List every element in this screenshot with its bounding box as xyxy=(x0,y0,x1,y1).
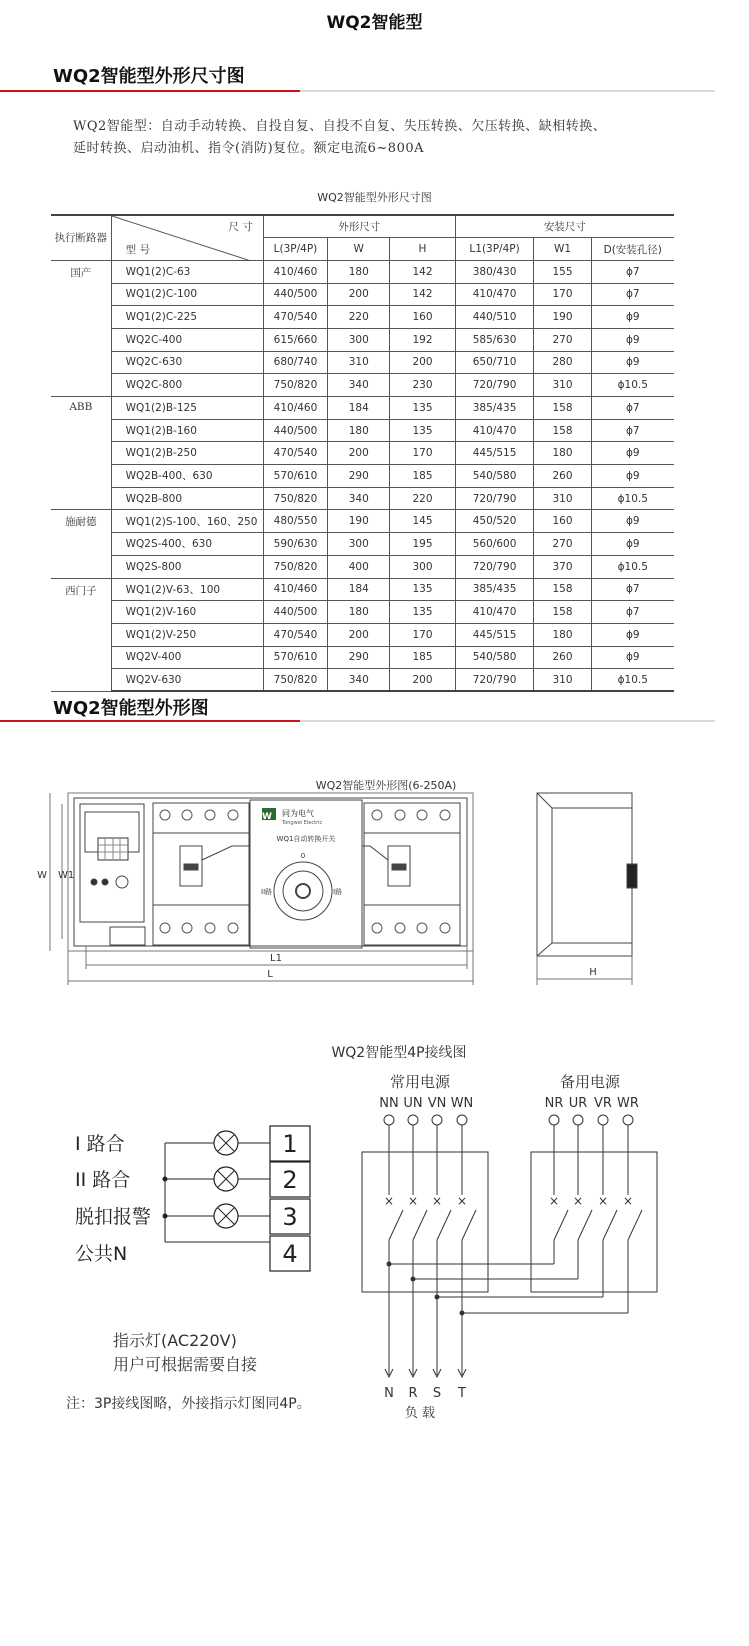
lamp-note-1: 指示灯(AC220V) xyxy=(113,1331,237,1350)
normal-terminal xyxy=(384,1115,394,1125)
side-view-drawing xyxy=(537,793,637,985)
backup-breaker-box xyxy=(531,1152,657,1292)
terminal-number: 3 xyxy=(282,1203,298,1231)
value-cell: 470/540 xyxy=(263,306,327,329)
common-junction xyxy=(163,1177,168,1182)
wiring-title: WQ2智能型4P接线图 xyxy=(331,1045,467,1061)
value-cell: 145 xyxy=(390,510,455,533)
model-cell: WQ2V-630 xyxy=(111,669,263,692)
outline-caption: WQ2智能型外形图(6-250A) xyxy=(315,779,457,792)
model-cell: WQ1(2)C-100 xyxy=(111,283,263,306)
value-cell: 190 xyxy=(328,510,390,533)
value-cell: 380/430 xyxy=(455,260,534,283)
header-size-label: 尺 寸 xyxy=(228,221,253,233)
value-cell: 720/790 xyxy=(455,669,534,692)
value-cell: 370 xyxy=(534,555,591,578)
value-cell: 184 xyxy=(328,397,390,420)
backup-terminal xyxy=(598,1115,608,1125)
value-cell: 750/820 xyxy=(263,669,327,692)
wiring-diagram xyxy=(362,1096,657,1401)
normal-breaker-box xyxy=(362,1152,488,1292)
value-cell: 585/630 xyxy=(455,328,534,351)
value-cell: 410/460 xyxy=(263,578,327,601)
header-model-label: 型 号 xyxy=(125,243,150,256)
normal-terminal-label: WN xyxy=(450,1096,474,1111)
value-cell: 750/820 xyxy=(263,487,327,510)
page-title: WQ2智能型 xyxy=(326,13,423,33)
value-cell: 270 xyxy=(534,328,591,351)
value-cell: 650/710 xyxy=(455,351,534,374)
signal-label: 公共N xyxy=(75,1243,128,1265)
footnote: 注：3P接线图略，外接指示灯图同4P。 xyxy=(66,1396,311,1412)
dim-w-label: W xyxy=(37,870,47,881)
value-cell: 410/470 xyxy=(455,283,534,306)
backup-terminal-label: VR xyxy=(594,1096,612,1111)
model-cell: WQ1(2)V-250 xyxy=(111,623,263,646)
value-cell: 192 xyxy=(390,328,455,351)
controller-module xyxy=(80,804,144,922)
header-d: D(安装孔径) xyxy=(591,238,674,261)
table-caption: WQ2智能型外形尺寸图 xyxy=(317,191,432,204)
lamp-note-2: 用户可根据需要自接 xyxy=(113,1355,258,1374)
value-cell: 142 xyxy=(390,260,455,283)
value-cell: 158 xyxy=(534,397,591,420)
backup-contact-blade xyxy=(603,1210,617,1240)
model-cell: WQ2B-400、630 xyxy=(111,465,263,488)
value-cell: ϕ7 xyxy=(591,578,674,601)
value-cell: 190 xyxy=(534,306,591,329)
normal-contact-blade xyxy=(389,1210,403,1240)
value-cell: 170 xyxy=(534,283,591,306)
brand-logo xyxy=(262,808,276,822)
value-cell: 540/580 xyxy=(455,646,534,669)
model-cell: WQ1(2)V-160 xyxy=(111,601,263,624)
value-cell: 185 xyxy=(390,465,455,488)
dial-zero-label: 0 xyxy=(300,852,306,860)
backup-terminal-label: NR xyxy=(544,1096,564,1111)
backup-contact-x: × xyxy=(548,1194,560,1208)
backup-terminal-label: WR xyxy=(617,1096,639,1111)
value-cell: 615/660 xyxy=(263,328,327,351)
model-cell: WQ2V-400 xyxy=(111,646,263,669)
value-cell: 142 xyxy=(390,283,455,306)
value-cell: 310 xyxy=(534,669,591,692)
value-cell: 385/435 xyxy=(455,578,534,601)
value-cell: 135 xyxy=(390,397,455,420)
backup-contact-blade xyxy=(554,1210,568,1240)
value-cell: 570/610 xyxy=(263,646,327,669)
backup-contact-blade xyxy=(628,1210,642,1240)
value-cell: 180 xyxy=(534,623,591,646)
value-cell: 750/820 xyxy=(263,555,327,578)
value-cell: 155 xyxy=(534,260,591,283)
value-cell: ϕ10.5 xyxy=(591,669,674,692)
terminal-number: 4 xyxy=(282,1240,298,1268)
section-title-dimensions: WQ2智能型外形尺寸图 xyxy=(53,66,245,87)
normal-terminal xyxy=(408,1115,418,1125)
value-cell: 180 xyxy=(328,601,390,624)
header-l1: L1(3P/4P) xyxy=(455,238,534,261)
value-cell: 135 xyxy=(390,601,455,624)
value-cell: 158 xyxy=(534,601,591,624)
backup-contact-x: × xyxy=(622,1194,634,1208)
value-cell: 385/435 xyxy=(455,397,534,420)
model-cell: WQ2C-630 xyxy=(111,351,263,374)
backup-contact-x: × xyxy=(572,1194,584,1208)
brand-name: 同为电气 xyxy=(282,809,314,818)
header-outline-group: 外形尺寸 xyxy=(263,215,455,238)
backup-terminal xyxy=(573,1115,583,1125)
dim-l1-label: L1 xyxy=(270,953,282,964)
normal-contact-blade xyxy=(462,1210,476,1240)
terminal-number: 2 xyxy=(282,1166,298,1194)
value-cell: ϕ9 xyxy=(591,306,674,329)
value-cell: 440/500 xyxy=(263,601,327,624)
dim-l-label: L xyxy=(267,969,273,980)
value-cell: 590/630 xyxy=(263,533,327,556)
normal-terminal-label: UN xyxy=(403,1096,423,1111)
signal-label: 脱扣报警 xyxy=(75,1206,152,1228)
normal-terminal xyxy=(457,1115,467,1125)
dial-i-label: I路 xyxy=(333,888,343,896)
value-cell: 195 xyxy=(390,533,455,556)
model-cell: WQ1(2)B-125 xyxy=(111,397,263,420)
model-cell: WQ1(2)C-63 xyxy=(111,260,263,283)
value-cell: 158 xyxy=(534,419,591,442)
dial-ii-label: II路 xyxy=(261,888,273,896)
value-cell: 160 xyxy=(390,306,455,329)
header-l: L(3P/4P) xyxy=(263,238,327,261)
normal-terminal-label: NN xyxy=(379,1096,399,1111)
value-cell: 410/470 xyxy=(455,419,534,442)
value-cell: 185 xyxy=(390,646,455,669)
value-cell: ϕ9 xyxy=(591,510,674,533)
value-cell: 470/540 xyxy=(263,442,327,465)
intro-line-1: WQ2智能型：自动手动转换、自投自复、自投不自复、失压转换、欠压转换、缺相转换、 xyxy=(73,119,607,134)
backup-terminal xyxy=(623,1115,633,1125)
model-cell: WQ1(2)B-250 xyxy=(111,442,263,465)
normal-contact-x: × xyxy=(431,1194,443,1208)
backup-contact-x: × xyxy=(597,1194,609,1208)
value-cell: ϕ9 xyxy=(591,351,674,374)
brand-cell: ABB xyxy=(69,401,93,413)
value-cell: 300 xyxy=(328,533,390,556)
normal-terminal xyxy=(432,1115,442,1125)
value-cell: 135 xyxy=(390,578,455,601)
value-cell: 184 xyxy=(328,578,390,601)
value-cell: 220 xyxy=(328,306,390,329)
normal-contact-blade xyxy=(437,1210,451,1240)
value-cell: 135 xyxy=(390,419,455,442)
normal-contact-blade xyxy=(413,1210,427,1240)
header-w: W xyxy=(328,238,390,261)
value-cell: 200 xyxy=(328,623,390,646)
value-cell: ϕ10.5 xyxy=(591,487,674,510)
value-cell: 540/580 xyxy=(455,465,534,488)
value-cell: ϕ9 xyxy=(591,646,674,669)
normal-terminal-label: VN xyxy=(427,1096,447,1111)
value-cell: 445/515 xyxy=(455,623,534,646)
signal-lamps xyxy=(75,1126,310,1271)
backup-contact-blade xyxy=(578,1210,592,1240)
value-cell: 400 xyxy=(328,555,390,578)
value-cell: ϕ9 xyxy=(591,328,674,351)
section-title-outline: WQ2智能型外形图 xyxy=(53,698,209,719)
dim-h-label: H xyxy=(589,967,597,978)
value-cell: 290 xyxy=(328,465,390,488)
knob-side xyxy=(627,864,637,888)
panel-label: WQ1自动转换开关 xyxy=(276,835,336,843)
model-cell: WQ2B-800 xyxy=(111,487,263,510)
output-label: T xyxy=(458,1386,466,1401)
value-cell: ϕ9 xyxy=(591,533,674,556)
value-cell: 220 xyxy=(390,487,455,510)
value-cell: 340 xyxy=(328,669,390,692)
svg-text:W: W xyxy=(262,812,272,822)
value-cell: 170 xyxy=(390,442,455,465)
value-cell: 720/790 xyxy=(455,487,534,510)
brand-cell: 西门子 xyxy=(65,584,97,597)
value-cell: 570/610 xyxy=(263,465,327,488)
value-cell: ϕ7 xyxy=(591,260,674,283)
value-cell: 290 xyxy=(328,646,390,669)
terminal-number: 1 xyxy=(282,1130,298,1158)
value-cell: ϕ9 xyxy=(591,465,674,488)
value-cell: ϕ7 xyxy=(591,419,674,442)
value-cell: ϕ7 xyxy=(591,601,674,624)
value-cell: ϕ10.5 xyxy=(591,555,674,578)
value-cell: 445/515 xyxy=(455,442,534,465)
value-cell: 270 xyxy=(534,533,591,556)
terminal-block xyxy=(110,927,145,945)
output-label: S xyxy=(432,1386,442,1401)
model-cell: WQ2C-400 xyxy=(111,328,263,351)
value-cell: 310 xyxy=(328,351,390,374)
value-cell: 180 xyxy=(328,419,390,442)
normal-source-label: 常用电源 xyxy=(389,1073,451,1091)
header-h: H xyxy=(390,238,455,261)
value-cell: 470/540 xyxy=(263,623,327,646)
output-label: R xyxy=(408,1386,418,1401)
value-cell: 410/460 xyxy=(263,397,327,420)
value-cell: ϕ9 xyxy=(591,442,674,465)
backup-terminal-label: UR xyxy=(568,1096,588,1111)
value-cell: 680/740 xyxy=(263,351,327,374)
model-cell: WQ1(2)C-225 xyxy=(111,306,263,329)
value-cell: 440/500 xyxy=(263,419,327,442)
common-junction xyxy=(163,1214,168,1219)
backup-source-label: 备用电源 xyxy=(559,1073,621,1091)
brand-sub: Tongwei Electric xyxy=(282,820,323,826)
header-w1: W1 xyxy=(534,238,591,261)
output-label: N xyxy=(384,1386,394,1401)
value-cell: 440/500 xyxy=(263,283,327,306)
value-cell: 200 xyxy=(390,351,455,374)
model-cell: WQ2C-800 xyxy=(111,374,263,397)
model-cell: WQ1(2)V-63、100 xyxy=(111,578,263,601)
value-cell: 300 xyxy=(390,555,455,578)
value-cell: 200 xyxy=(390,669,455,692)
value-cell: ϕ10.5 xyxy=(591,374,674,397)
value-cell: 280 xyxy=(534,351,591,374)
backup-terminal xyxy=(549,1115,559,1125)
value-cell: 340 xyxy=(328,487,390,510)
value-cell: 200 xyxy=(328,442,390,465)
value-cell: 260 xyxy=(534,465,591,488)
value-cell: ϕ7 xyxy=(591,397,674,420)
model-cell: WQ2S-800 xyxy=(111,555,263,578)
header-install-group: 安装尺寸 xyxy=(455,215,674,238)
value-cell: 440/510 xyxy=(455,306,534,329)
value-cell: 410/470 xyxy=(455,601,534,624)
intro-line-2: 延时转换、启动油机、指令(消防)复位。额定电流6~800A xyxy=(73,141,425,156)
value-cell: 750/820 xyxy=(263,374,327,397)
value-cell: 560/600 xyxy=(455,533,534,556)
value-cell: ϕ7 xyxy=(591,283,674,306)
value-cell: 340 xyxy=(328,374,390,397)
value-cell: 200 xyxy=(328,283,390,306)
value-cell: 260 xyxy=(534,646,591,669)
model-cell: WQ1(2)B-160 xyxy=(111,419,263,442)
header-breaker: 执行断路器 xyxy=(51,215,111,260)
normal-contact-x: × xyxy=(456,1194,468,1208)
value-cell: 480/550 xyxy=(263,510,327,533)
value-cell: 300 xyxy=(328,328,390,351)
dim-w1-label: W1 xyxy=(58,870,75,881)
model-cell: WQ1(2)S-100、160、250 xyxy=(111,510,263,533)
value-cell: 180 xyxy=(534,442,591,465)
value-cell: 450/520 xyxy=(455,510,534,533)
brand-cell: 施耐德 xyxy=(65,516,97,529)
value-cell: 410/460 xyxy=(263,260,327,283)
normal-contact-x: × xyxy=(407,1194,419,1208)
value-cell: 310 xyxy=(534,487,591,510)
value-cell: 310 xyxy=(534,374,591,397)
value-cell: 720/790 xyxy=(455,374,534,397)
load-label: 负 载 xyxy=(404,1406,436,1421)
value-cell: 170 xyxy=(390,623,455,646)
value-cell: 160 xyxy=(534,510,591,533)
value-cell: 180 xyxy=(328,260,390,283)
value-cell: 230 xyxy=(390,374,455,397)
value-cell: ϕ9 xyxy=(591,623,674,646)
signal-label: II 路合 xyxy=(75,1169,131,1191)
signal-label: I 路合 xyxy=(75,1133,125,1155)
brand-cell: 国产 xyxy=(70,266,92,279)
normal-contact-x: × xyxy=(383,1194,395,1208)
value-cell: 158 xyxy=(534,578,591,601)
model-cell: WQ2S-400、630 xyxy=(111,533,263,556)
value-cell: 720/790 xyxy=(455,555,534,578)
